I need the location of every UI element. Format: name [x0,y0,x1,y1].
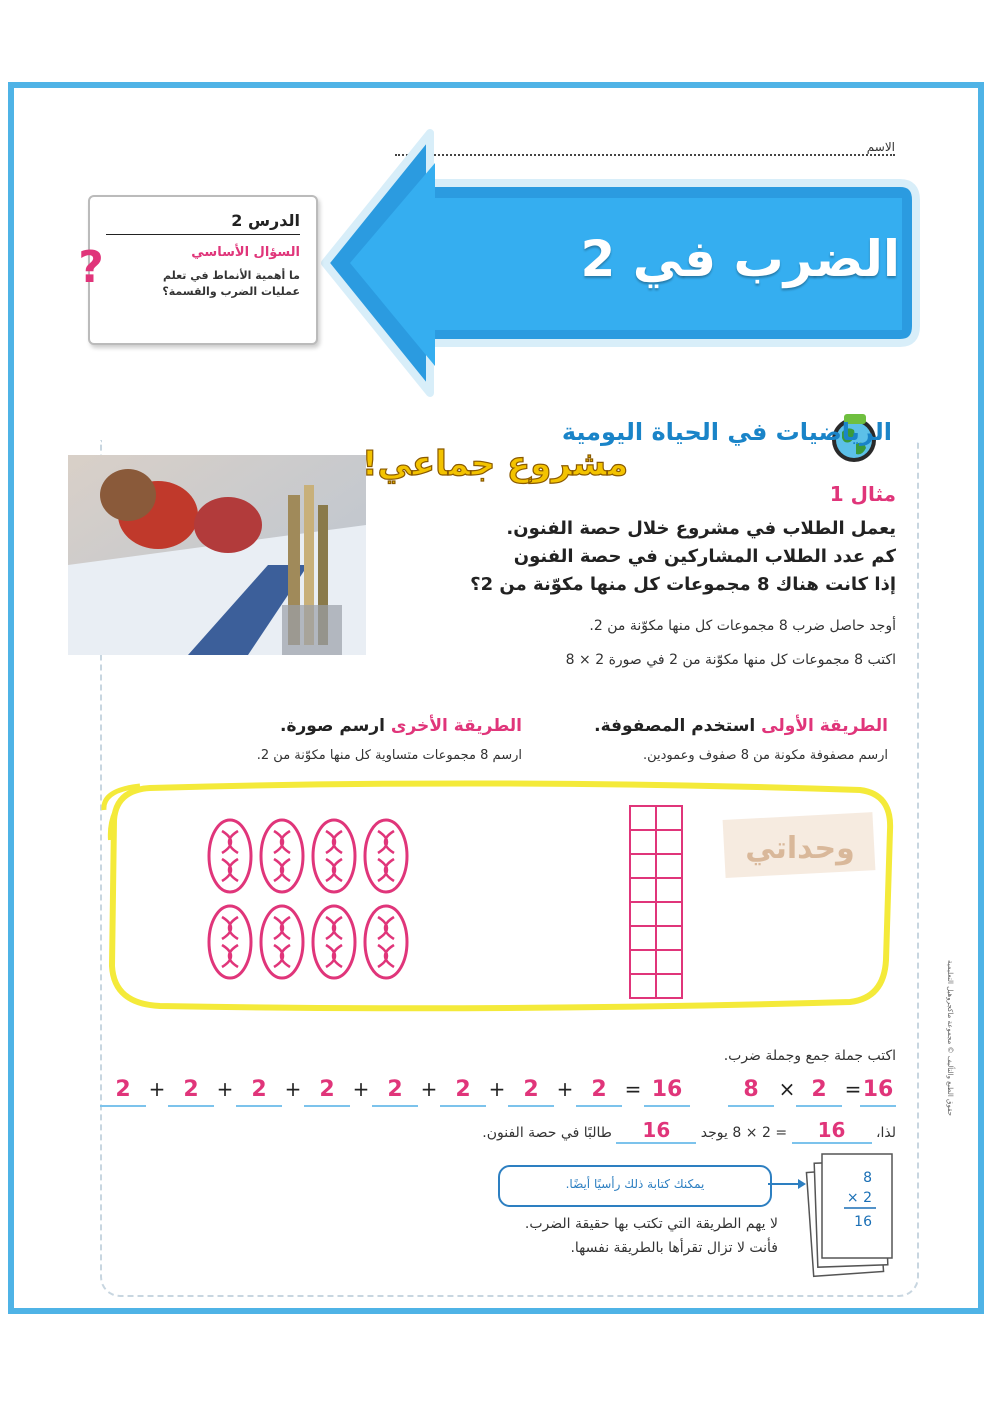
vertical-top: 8 [863,1170,872,1186]
group-x-mark [326,859,342,881]
conclusion-middle: يوجد [700,1125,728,1141]
example-line1: يعمل الطلاب في مشروع خلال حصة الفنون. [506,518,896,539]
group-oval [365,906,407,978]
addition-term[interactable]: 2 [168,1075,214,1107]
method-one-heading [594,716,888,736]
array-cell [656,902,682,926]
copyright-text: حقوق الطبع والتأليف © مجموعة ماكجروهيل التعليمية [946,960,954,1116]
group-x-mark [222,831,238,853]
group-oval [313,906,355,978]
group-oval [261,820,303,892]
groups-drawing [209,820,407,978]
conclusion-answer2[interactable]: 16 [616,1118,696,1144]
method-two-heading [280,716,522,736]
group-x-mark [222,859,238,881]
array-cell [630,902,656,926]
addition-term[interactable]: 2 [372,1075,418,1107]
array-cell [656,806,682,830]
array-cell [630,854,656,878]
addition-term[interactable]: 2 [304,1075,350,1107]
array-cell [656,950,682,974]
array-cell [630,878,656,902]
addition-term[interactable]: 2 [100,1075,146,1107]
tip-bubble-text: يمكنك كتابة ذلك رأسيًا أيضًا. [565,1177,705,1191]
addition-term[interactable]: 2 [440,1075,486,1107]
method-two-action: ارسم صورة. [280,716,385,736]
group-x-mark [378,859,394,881]
addition-plus: + [556,1077,574,1101]
example-title: مثال 1 [829,482,896,506]
addition-plus: + [420,1077,438,1101]
group-x-mark [326,831,342,853]
conclusion-so: لذا، [875,1125,896,1141]
tip-note-line2: فأنت لا تزال تقرأها بالطريقة نفسها. [570,1240,778,1256]
tip-note-line1: لا يهم الطريقة التي تكتب بها حقيقة الضرب. [524,1216,778,1232]
example-line2: كم عدد الطلاب المشاركين في حصة الفنون [513,546,896,567]
vertical-op: × 2 [846,1190,872,1206]
method-two-description: ارسم 8 مجموعات متساوية كل منها مكوّنة من 2. [256,748,522,763]
question-mark-icon [74,242,108,296]
group-x-mark [326,917,342,939]
example-text [426,515,896,599]
group-x-mark [274,859,290,881]
mult-product[interactable]: 16 [860,1075,896,1107]
addition-equals: = [624,1077,642,1101]
group-oval [209,906,251,978]
method-one-action: استخدم المصفوفة. [594,716,756,736]
addition-plus: + [148,1077,166,1101]
group-x-mark [274,945,290,967]
array-grid [630,806,682,998]
array-cell [656,878,682,902]
addition-term[interactable]: 2 [576,1075,622,1107]
mult-equals: = [844,1077,862,1101]
array-cell [630,950,656,974]
tip-note [525,1212,778,1260]
array-cell [630,974,656,998]
mult-factor-a[interactable]: 8 [728,1075,774,1107]
tip-bubble [498,1165,772,1207]
tip-arrow-icon [768,1176,808,1192]
method-two-name: الطريقة الأخرى [390,716,522,736]
method-one-description: ارسم مصفوفة مكونة من 8 صفوف وعمودين. [642,748,888,763]
group-x-mark [222,945,238,967]
group-oval [261,906,303,978]
array-cell [656,974,682,998]
equations-row [0,1075,992,1111]
array-cell [656,926,682,950]
group-project-label: مشروع جماعي! [362,444,629,484]
essential-question-line2: عمليات الضرب والقسمة؟ [162,285,300,298]
mult-times: × [778,1077,796,1101]
addition-term[interactable]: 2 [508,1075,554,1107]
name-label: الاسم [866,140,895,154]
example-line3: إذا كانت هناك 8 مجموعات كل منها مكوّنة من 2؟ [470,574,896,595]
group-x-mark [378,945,394,967]
group-oval [209,820,251,892]
conclusion-equals: = [775,1125,788,1141]
conclusion-tail: طالبًا في حصة الفنون. [482,1125,612,1141]
essential-question-label: السؤال الأساسي [191,245,300,260]
units-stamp-text: وحداتي [745,831,855,866]
group-x-mark [326,945,342,967]
units-stamp [720,810,880,880]
group-oval [313,820,355,892]
conclusion-expression: 2 × 8 [732,1125,771,1141]
group-x-mark [274,831,290,853]
svg-text:?: ? [78,242,104,293]
method-one-name: الطريقة الأولى [761,716,888,736]
conclusion-answer1[interactable]: 16 [792,1118,872,1144]
group-project-banner [62,425,629,495]
addition-plus: + [284,1077,302,1101]
lesson-card [88,195,318,345]
group-oval [365,820,407,892]
sentences-instruction: اكتب جملة جمع وجملة ضرب. [723,1048,896,1064]
essential-question-line1: ما أهمية الأنماط في تعلم [162,269,300,282]
addition-plus: + [352,1077,370,1101]
write-instruction: اكتب 8 مجموعات كل منها مكوّنة من 2 في صورة 2 × 8 [565,652,896,668]
addition-plus: + [488,1077,506,1101]
vertical-result: 16 [854,1214,872,1230]
array-cell [630,806,656,830]
lesson-label: الدرس 2 [106,211,300,235]
group-x-mark [274,917,290,939]
group-x-mark [222,917,238,939]
array-cell [656,854,682,878]
array-cell [630,926,656,950]
addition-plus: + [216,1077,234,1101]
array-cell [656,830,682,854]
essential-question-text [106,268,300,300]
conclusion-line [482,1118,896,1144]
group-x-mark [378,831,394,853]
find-instruction: أوجد حاصل ضرب 8 مجموعات كل منها مكوّنة من 2. [589,618,896,634]
section-title: الرياضيات في الحياة اليومية [561,418,892,446]
vertical-form-cards [808,1148,898,1278]
page-title: الضرب في 2 [580,230,900,288]
array-cell [630,830,656,854]
addition-sum[interactable]: 16 [644,1075,690,1107]
mult-factor-b[interactable]: 2 [796,1075,842,1107]
group-x-mark [378,917,394,939]
copyright-sidebar [938,960,952,1250]
addition-term[interactable]: 2 [236,1075,282,1107]
